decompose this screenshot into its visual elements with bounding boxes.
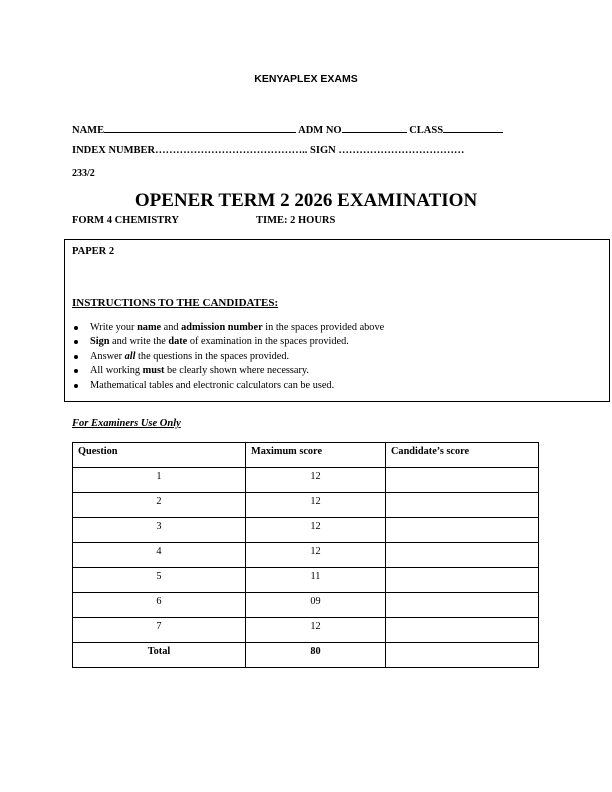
maximum-score: 12 [246,618,386,643]
candidate-score-cell[interactable] [386,543,539,568]
time-label: TIME: 2 HOURS [256,215,336,226]
header-maximum-score: Maximum score [246,443,386,468]
instructions-list [72,321,384,393]
candidate-score-cell[interactable] [386,568,539,593]
table-row [73,543,539,568]
maximum-score: 12 [246,468,386,493]
question-number: 6 [73,593,246,618]
header-candidate-score: Candidate’s score [386,443,539,468]
question-number: 2 [73,493,246,518]
table-row [73,493,539,518]
instructions-title: INSTRUCTIONS TO THE CANDIDATES: [72,297,279,309]
bullet-icon [74,369,78,373]
table-row [73,468,539,493]
examiners-use-label: For Examiners Use Only [72,418,181,429]
instruction-item: Sign and write the date of examination in the spaces provided. [72,335,384,349]
bullet-icon [74,355,78,359]
question-number: 4 [73,543,246,568]
maximum-score: 12 [246,493,386,518]
maximum-score: 11 [246,568,386,593]
instruction-item: Answer all the questions in the spaces provided. [72,350,384,364]
question-number: 5 [73,568,246,593]
candidate-score-cell[interactable] [386,593,539,618]
exam-brand-header: KENYAPLEX EXAMS [254,73,358,85]
candidate-score-cell[interactable] [386,468,539,493]
candidate-score-cell[interactable] [386,493,539,518]
instruction-item: Mathematical tables and electronic calculators can be used. [72,379,384,393]
table-row [73,618,539,643]
question-number: 7 [73,618,246,643]
candidate-score-cell[interactable] [386,618,539,643]
class-blank[interactable] [443,122,503,133]
sign-label: SIGN [310,145,336,156]
candidate-score-cell[interactable] [386,518,539,543]
index-blank[interactable]: …………………………………….. [155,145,308,156]
name-label: NAME [72,125,105,136]
total-candidate-score-cell[interactable] [386,643,539,668]
maximum-score: 09 [246,593,386,618]
name-adm-class-line [72,122,503,136]
table-total-row [73,643,539,668]
instruction-item: Write your name and admission number in the spaces provided above [72,321,384,335]
question-number: 3 [73,518,246,543]
paper-code: 233/2 [72,168,95,179]
table-row [73,593,539,618]
score-table [72,442,539,668]
bullet-icon [74,340,78,344]
table-row [73,568,539,593]
paper-label: PAPER 2 [72,246,115,257]
bullet-icon [74,326,78,330]
maximum-score: 12 [246,543,386,568]
bullet-icon [74,384,78,388]
header-question: Question [73,443,246,468]
maximum-score: 12 [246,518,386,543]
question-number: 1 [73,468,246,493]
name-blank[interactable] [104,122,296,133]
adm-blank[interactable] [342,122,407,133]
total-maximum-score: 80 [246,643,386,668]
subject-label: FORM 4 CHEMISTRY [72,215,179,226]
table-header-row [73,443,539,468]
adm-label: ADM NO [298,125,342,136]
total-label: Total [73,643,246,668]
table-row [73,518,539,543]
sign-blank[interactable]: ……………………………… [338,145,465,156]
instruction-item: All working must be clearly shown where necessary. [72,364,384,378]
index-sign-line [72,145,464,156]
class-label: CLASS [409,125,444,136]
exam-title: OPENER TERM 2 2026 EXAMINATION [134,190,478,211]
index-label: INDEX NUMBER [72,145,156,156]
